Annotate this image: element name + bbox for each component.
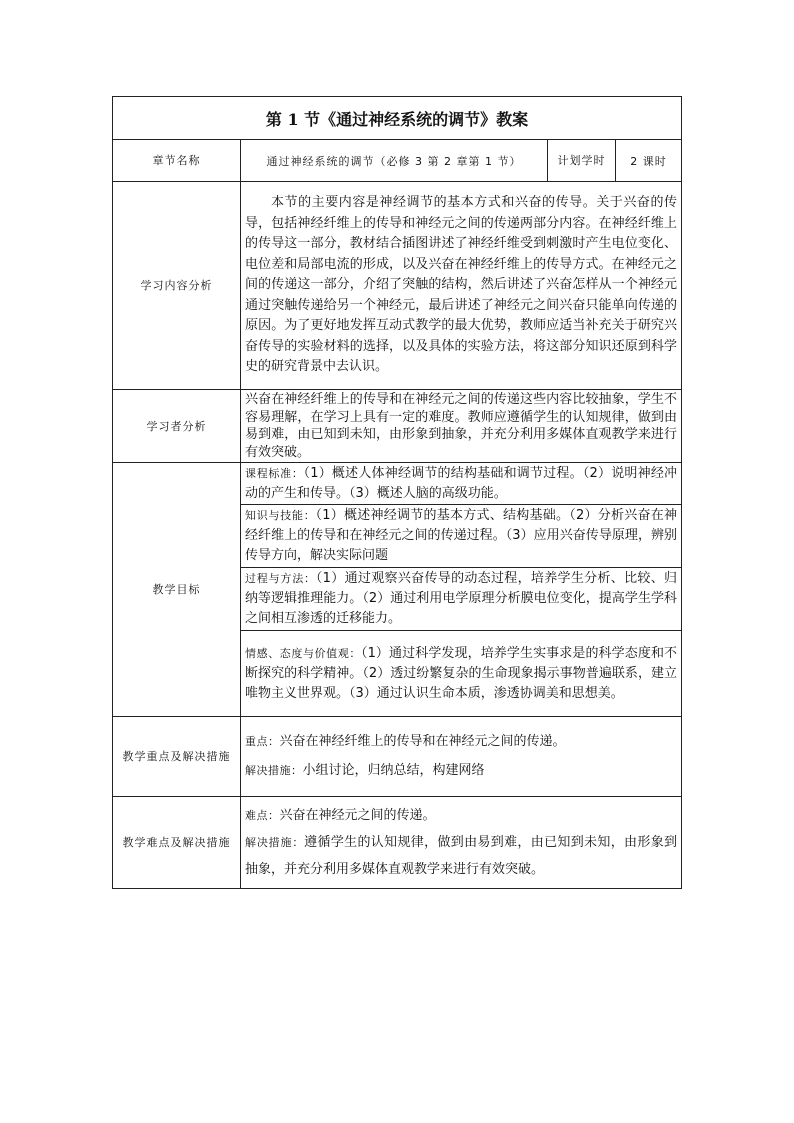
chapter-label: 章节名称 [113,140,241,182]
learner-analysis-text: 兴奋在神经纤维上的传导和在神经元之间的传递这些内容比较抽象，学生不容易理解，在学习上具有一定的难度。教师应遵循学生的认知规律，做到由易到难，由已知到未知，由形象到抽象，并充分利用多媒体直观教学来进行有效突破。 [241,390,682,463]
key-point-text: 兴奋在神经纤维上的传导和在神经元之间的传递。 [279,734,566,749]
key-measure-prefix: 解决措施： [245,764,303,777]
hours-label: 计划学时 [548,140,616,182]
difficult-point-text: 兴奋在神经元之间的传递。 [279,808,436,823]
difficult-point-row [113,797,682,889]
lesson-plan-table [112,96,682,889]
key-point-prefix: 重点： [245,735,280,748]
goal-prefix: 课程标准： [245,466,304,480]
goal-text: （1）通过科学发现，培养学生实事求是的科学态度和不断探究的科学精神。（2）透过纷繁复杂的生命现象揭示事物普遍联系，建立唯物主义世界观。（3）通过认识生命本质，渗透协调美和思想美。 [245,645,678,701]
learner-row [113,390,682,463]
difficult-measure-text: 遵循学生的认知规律，做到由易到难，由已知到未知，由形象到抽象，并充分利用多媒体直观教学来进行有效突破。 [245,835,678,877]
page-title: 第 1 节《通过神经系统的调节》教案 [113,97,682,140]
difficult-measure-prefix: 解决措施： [245,836,305,849]
key-point-row [113,717,682,797]
hours-value: 2 课时 [616,140,682,182]
content-label: 学习内容分析 [113,182,241,390]
chapter-value: 通过神经系统的调节（必修 3 第 2 章第 1 节） [241,140,548,182]
content-analysis-text: 本节的主要内容是神经调节的基本方式和兴奋的传导。关于兴奋的传导，包括神经纤维上的传导和神经元之间的传递两部分内容。在神经纤维上的传导这一部分，教材结合插图讲述了神经纤维受到刺激时产生电位变化、电位差和局部电流的形成，以及兴奋在神经纤维上的传导方式。在神经元之间的传递这一部分，介绍了突触的结构，然后讲述了兴奋怎样从一个神经元通过突触传递给另一个神经元，最后讲述了神经元之间兴奋只能单向传递的原因。为了更好地发挥互动式教学的最大优势，教师应适当补充关于研究兴奋传导的实验材料的选择，以及具体的实验方法，将这部分知识还原到科学史的研究背景中去认识。 [241,182,682,390]
content-row [113,182,682,390]
goal-prefix: 知识与技能： [245,509,316,522]
goal-row-1 [113,463,682,505]
difficult-point-label: 教学难点及解决措施 [113,797,241,889]
key-measure-text: 小组讨论，归纳总结，构建网络 [302,763,485,778]
goal-text: （1）概述人体神经调节的结构基础和调节过程。（2）说明神经冲动的产生和传导。（3）概述人脑的高级功能。 [245,465,678,501]
chapter-row [113,140,682,182]
goal-prefix: 过程与方法： [245,572,316,585]
learner-label: 学习者分析 [113,390,241,463]
key-point-label: 教学重点及解决措施 [113,717,241,797]
goal-text: （1）通过观察兴奋传导的动态过程，培养学生分析、比较、归纳等逻辑推理能力。（2）通过利用电学原理分析膜电位变化，提高学生学科之间相互渗透的迁移能力。 [245,571,678,626]
difficult-point-prefix: 难点： [245,809,280,822]
goal-prefix: 情感、态度与价值观： [245,646,361,660]
title-row [113,97,682,140]
goals-label: 教学目标 [113,463,241,717]
goal-text: （1）概述神经调节的基本方式、结构基础。（2）分析兴奋在神经纤维上的传导和在神经元之间的传递过程。（3）应用兴奋传导原理，辨别传导方向，解决实际问题 [245,508,678,563]
